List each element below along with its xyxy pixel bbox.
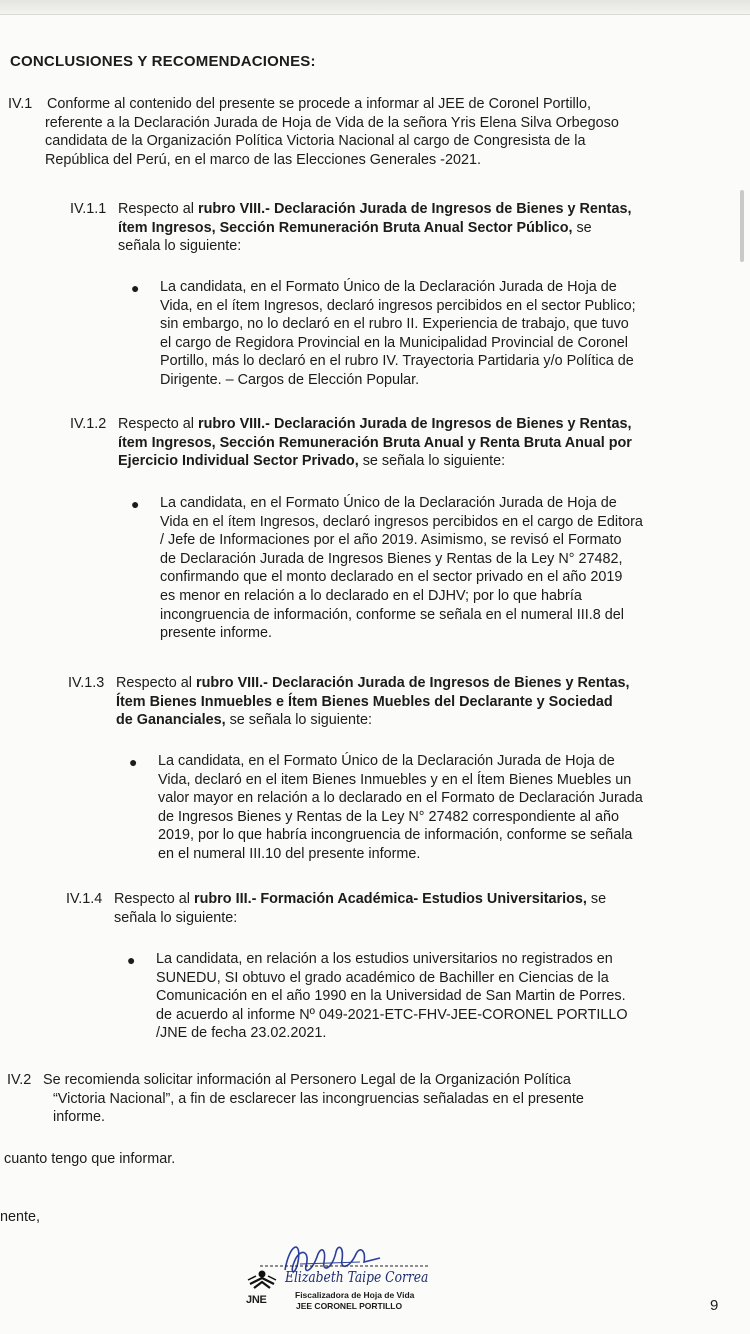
text-line: La candidata, en el Formato Único de la Declaración Jurada de Hoja de <box>158 753 615 769</box>
text-line: / Jefe de Informaciones por el año 2019. Asimismo, se revisó el Formato <box>160 532 622 549</box>
text-line: Vida, declaró en el item Bienes Inmuebles y en el Ítem Bienes Muebles un <box>158 771 632 788</box>
text-line: de Ingresos Bienes y Rentas de la Ley N° 27482 correspondiente al año <box>158 808 619 825</box>
bullet-icon: ● <box>129 754 138 770</box>
jne-logo-text: JNE <box>246 1294 267 1306</box>
text-line: Portillo, más lo declaró en el rubro IV. Trayectoria Partidaria y/o Política de <box>160 353 634 370</box>
text-intro: Respecto al <box>114 891 194 907</box>
iv11-bullet-text <box>160 278 730 390</box>
text-line: SUNEDU, SI obtuvo el grado académico de Bachiller en Ciencias de la <box>156 969 609 986</box>
text-bold: rubro VIII.- Declaración Jurada de Ingresos de Bienes y Rentas, <box>196 675 630 691</box>
text-line: presente informe. <box>160 625 272 642</box>
text-line: informe. <box>53 1109 105 1126</box>
closing-text: cuanto tengo que informar. <box>4 1151 176 1167</box>
farewell-text: nente, <box>0 1209 41 1225</box>
iv13-number: IV.1.3 <box>68 675 105 691</box>
text-line: señala lo siguiente: <box>114 909 238 926</box>
iv12-number: IV.1.2 <box>70 416 107 432</box>
text-bold: de Gananciales, <box>116 712 226 729</box>
text-line: en el numeral III.10 del presente informe. <box>158 845 421 862</box>
text-line: “Victoria Nacional”, a fin de esclarecer las incongruencias señaladas en el presente <box>53 1090 584 1107</box>
page-number: 9 <box>710 1297 719 1314</box>
text-line: La candidata, en relación a los estudios universitarios no registrados en <box>156 951 613 967</box>
text-line: incongruencia de información, conforme se señala en el numeral III.8 del <box>160 606 624 623</box>
iv1-number: IV.1 <box>8 96 33 112</box>
text-after: se <box>586 891 607 907</box>
iv14-bullet-text <box>156 950 730 1043</box>
text-line: candidata de la Organización Política Victoria Nacional al cargo de Congresista de la <box>45 133 586 150</box>
text-line: /JNE de fecha 23.02.2021. <box>156 1025 327 1042</box>
text-line: el cargo de Regidora Provincial en la Municipalidad Provincial de Coronel <box>160 334 628 351</box>
text-bold: rubro VIII.- Declaración Jurada de Ingresos de Bienes y Rentas, <box>198 201 632 217</box>
text-line: Se recomienda solicitar información al Personero Legal de la Organización Política <box>43 1072 571 1088</box>
iv13-paragraph <box>116 674 733 730</box>
iv11-paragraph <box>118 200 733 256</box>
text-line: confirmando que el monto declarado en el sector privado en el año 2019 <box>160 569 623 586</box>
text-line: Comunicación en el año 1990 en la Universidad de San Martin de Porres. <box>156 988 626 1005</box>
text-line: sin embargo, no lo declaró en el rubro II. Experiencia de trabajo, que tuvo <box>160 316 629 333</box>
iv14-paragraph <box>114 890 733 927</box>
iv11-number: IV.1.1 <box>70 201 107 217</box>
bullet-icon: ● <box>131 280 140 296</box>
text-line: La candidata, en el Formato Único de la Declaración Jurada de Hoja de <box>160 495 617 511</box>
text-bold: Ejercicio Individual Sector Privado, <box>118 453 359 470</box>
iv2-paragraph <box>43 1071 726 1127</box>
text-bold: rubro III.- Formación Académica- Estudios Universitarios, <box>194 891 587 907</box>
document-top-edge <box>0 0 750 15</box>
text-line: Vida en el ítem Ingresos, declaró ingresos percibidos en el cargo de Editora <box>160 513 643 530</box>
iv12-paragraph <box>118 415 733 471</box>
text-intro: Respecto al <box>118 416 198 432</box>
scrollbar-thumb[interactable] <box>740 190 744 262</box>
text-line: La candidata, en el Formato Único de la Declaración Jurada de Hoja de <box>160 279 617 295</box>
text-after: se señala lo siguiente: <box>225 712 372 729</box>
text-line: Dirigente. – Cargos de Elección Popular. <box>160 371 420 388</box>
signer-office: JEE CORONEL PORTILLO <box>296 1301 403 1311</box>
text-line: señala lo siguiente: <box>118 238 242 255</box>
text-line: de Declaración Jurada de Ingresos Bienes y Rentas de la Ley N° 27482, <box>160 550 623 567</box>
text-after: se señala lo siguiente: <box>358 453 506 470</box>
text-bold: Ítem Bienes Inmuebles e Ítem Bienes Muebles del Declarante y Sociedad <box>116 693 613 710</box>
iv13-bullet-text <box>158 752 730 864</box>
signer-name: Elizabeth Taipe Correa <box>285 1268 429 1286</box>
text-line: Vida, en el ítem Ingresos, declaró ingresos percibidos en el sector Publico; <box>160 297 636 314</box>
text-after: se <box>572 219 592 236</box>
text-bold: ítem Ingresos, Sección Remuneración Bruta Anual Sector Público, <box>118 219 573 236</box>
text-intro: Respecto al <box>118 201 198 217</box>
text-line: valor mayor en relación a lo declarado en el Formato de Declaración Jurada <box>158 790 643 807</box>
text-line: Conforme al contenido del presente se procede a informar al JEE de Coronel Portillo, <box>47 96 591 112</box>
signer-role: Fiscalizadora de Hoja de Vida <box>295 1290 415 1300</box>
text-bold: ítem Ingresos, Sección Remuneración Bruta Anual y Renta Bruta Anual por <box>118 434 632 451</box>
text-line: es menor en relación a lo declarado en el DJHV; por lo que habría <box>160 587 582 604</box>
bullet-icon: ● <box>127 952 136 968</box>
text-line: de acuerdo al informe Nº 049-2021-ETC-FHV-JEE-CORONEL PORTILLO <box>156 1006 628 1023</box>
bullet-icon: ● <box>131 496 140 512</box>
text-line: referente a la Declaración Jurada de Hoja de Vida de la señora Yris Elena Silva Orbegoso <box>45 114 619 131</box>
iv14-number: IV.1.4 <box>66 891 103 907</box>
jne-logo-icon <box>248 1271 276 1289</box>
iv1-paragraph <box>47 95 732 169</box>
text-line: 2019, por lo que habría incongruencia de información, conforme se señala <box>158 827 633 844</box>
iv12-bullet-text <box>160 494 730 643</box>
text-line: República del Perú, en el marco de las Elecciones Generales -2021. <box>45 151 481 168</box>
text-intro: Respecto al <box>116 675 196 691</box>
iv2-number: IV.2 <box>7 1072 32 1088</box>
section-heading: CONCLUSIONES Y RECOMENDACIONES: <box>10 53 316 70</box>
text-bold: rubro VIII.- Declaración Jurada de Ingresos de Bienes y Rentas, <box>198 416 632 432</box>
